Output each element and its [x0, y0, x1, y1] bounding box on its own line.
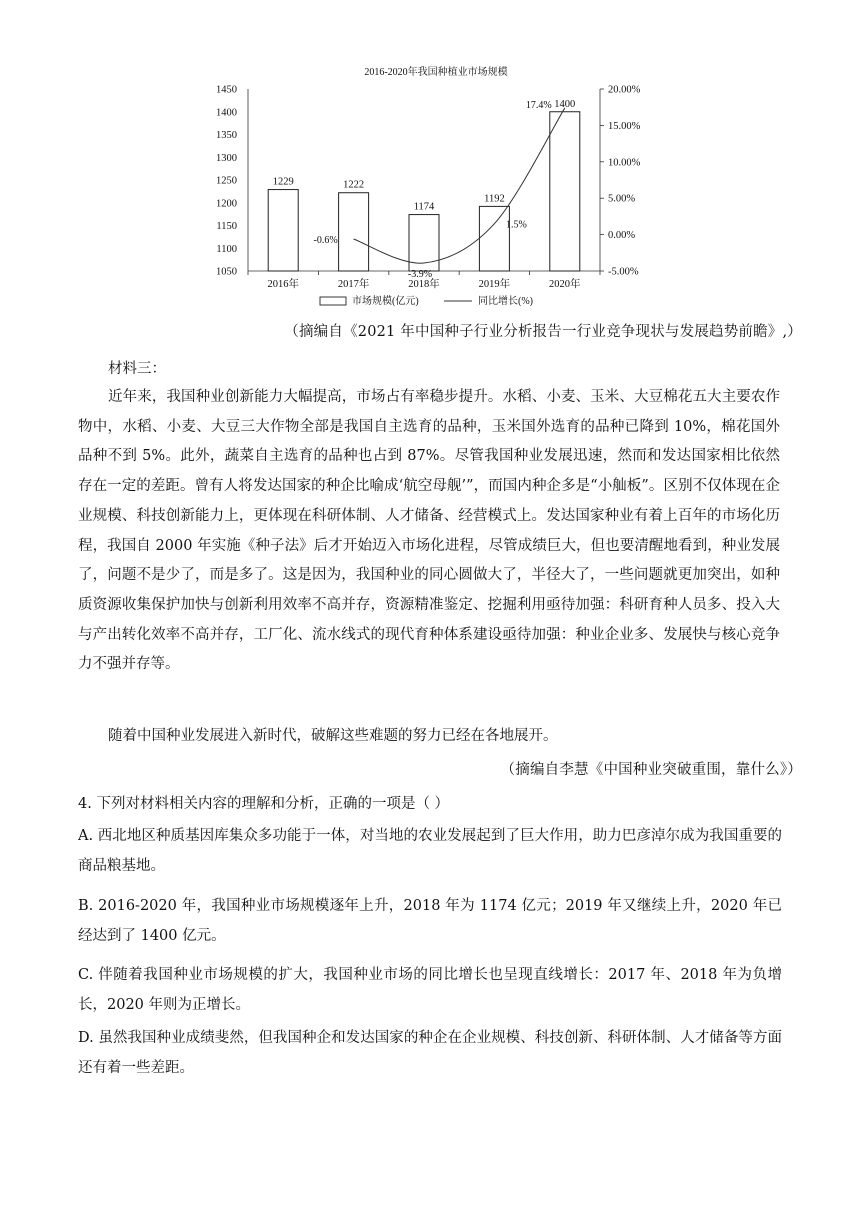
legend-bar-label: 市场规模(亿元)	[352, 296, 419, 307]
x-tick-label: 2018年	[408, 279, 440, 290]
chart-source: （摘编自《2021 年中国种子行业分析报告一行业竞争现状与发展趋势前瞻》,）	[284, 324, 802, 340]
chart-title: 2016-2020年我国种植业市场规模	[364, 67, 508, 78]
paragraph-1: 近年来，我国种业创新能力大幅提高，市场占有率稳步提升。水稻、小麦、玉米、大豆棉花五大主要农作物中，水稻、小麦、大豆三大作物全部是我国自主选育的品种，玉米国外选育的品种已降到 10%，棉花国外品种不到 5%。此外，蔬菜自主选育的品种也占到 87%。尽管我国种业发展迅速，然而和发达国家相比依然存在一定的差距。曾有人将发达国家的种企比喻成‘航空母舰’”，而国内种企多是“小舢板”。区别不仅体现在企业规模、科技创新能力上，更体现在科研体制、人才储备、经营模式上。发达国家种业有着上百年的市场化历程，我国自 2000 年实施《种子法》后才开始迈入市场化进程，尽管成绩巨大，但也要清醒地看到，种业发展了，问题不是少了，而是多了。这是因为，我国种业的同心圆做大了，半径大了，一些问题就更加突出，如种质资源收集保护加快与创新利用效率不高并存，资源精准鉴定、挖掘利用亟待加强：科研育种人员多、投入大与产出转化效率不高并存，工厂化、流水线式的现代育种体系建设亟待加强：种业企业多、发展快与核心竞争力不强并存等。	[78, 389, 780, 673]
market-size-chart	[200, 60, 670, 320]
x-tick-label: 2020年	[549, 279, 581, 290]
right-tick-label: 5.00%	[608, 193, 636, 205]
growth-value-label: -3.9%	[407, 268, 433, 280]
bar-value-label: 1174	[413, 201, 435, 213]
growth-line	[354, 108, 565, 263]
question-stem: 4. 下列对材料相关内容的理解和分析，正确的一项是（ ）	[78, 796, 450, 812]
article-source: （摘编自李慧《中国种业突破重围，靠什么》）	[500, 762, 802, 778]
left-tick-label: 1350	[216, 130, 237, 141]
option-c[interactable]: C. 伴随着我国种业市场规模的扩大，我国种业市场的同比增长也呈现直线增长：2017 年、2018 年为负增长，2020 年则为正增长。	[78, 967, 782, 1013]
bar-value-label: 1229	[272, 176, 294, 188]
bar	[550, 112, 580, 271]
option-b[interactable]: B. 2016-2020 年，我国种业市场规模逐年上升，2018 年为 1174 亿元；2019 年又继续上升，2020 年已经达到了 1400 亿元。	[78, 898, 782, 944]
bar	[339, 193, 369, 271]
material-heading: 材料三：	[108, 361, 166, 377]
bar	[479, 206, 509, 271]
left-tick-label: 1100	[216, 243, 237, 255]
left-tick-label: 1400	[216, 107, 237, 119]
option-d[interactable]: D. 虽然我国种业成绩斐然，但我国种企和发达国家的种企在企业规模、科技创新、科研体制、人才储备等方面还有着一些差距。	[78, 1030, 782, 1076]
paragraph-2: 随着中国种业发展进入新时代，破解这些难题的努力已经在各地展开。	[108, 728, 558, 744]
legend-line-label: 同比增长(%)	[478, 296, 533, 307]
legend-bar-swatch	[320, 297, 346, 305]
bar-value-label: 1222	[343, 179, 365, 191]
left-tick-label: 1250	[216, 175, 237, 187]
left-tick-label: 1150	[216, 221, 237, 232]
growth-value-label: 1.5%	[505, 219, 527, 231]
right-tick-label: 20.00%	[608, 84, 641, 96]
x-tick-label: 2017年	[337, 279, 370, 290]
right-tick-label: -5.00%	[608, 266, 639, 278]
right-tick-label: 10.00%	[608, 157, 641, 169]
right-tick-label: 0.00%	[608, 230, 636, 242]
left-tick-label: 1450	[216, 84, 237, 96]
bar	[268, 190, 298, 271]
left-tick-label: 1300	[216, 152, 237, 164]
left-tick-label: 1200	[216, 198, 237, 210]
left-tick-label: 1050	[216, 266, 237, 278]
x-tick-label: 2019年	[478, 279, 511, 290]
growth-value-label: -0.6%	[313, 234, 338, 246]
bar-value-label: 1400	[554, 98, 576, 110]
x-tick-label: 2016年	[267, 279, 299, 290]
option-a[interactable]: A. 西北地区种质基因库集众多功能于一体，对当地的农业发展起到了巨大作用，助力巴彦淖尔成为我国重要的商品粮基地。	[78, 828, 782, 874]
bar-value-label: 1192	[484, 193, 505, 205]
growth-value-label: 17.4%	[525, 99, 552, 111]
right-tick-label: 15.00%	[608, 120, 641, 132]
chart-svg	[200, 60, 670, 320]
